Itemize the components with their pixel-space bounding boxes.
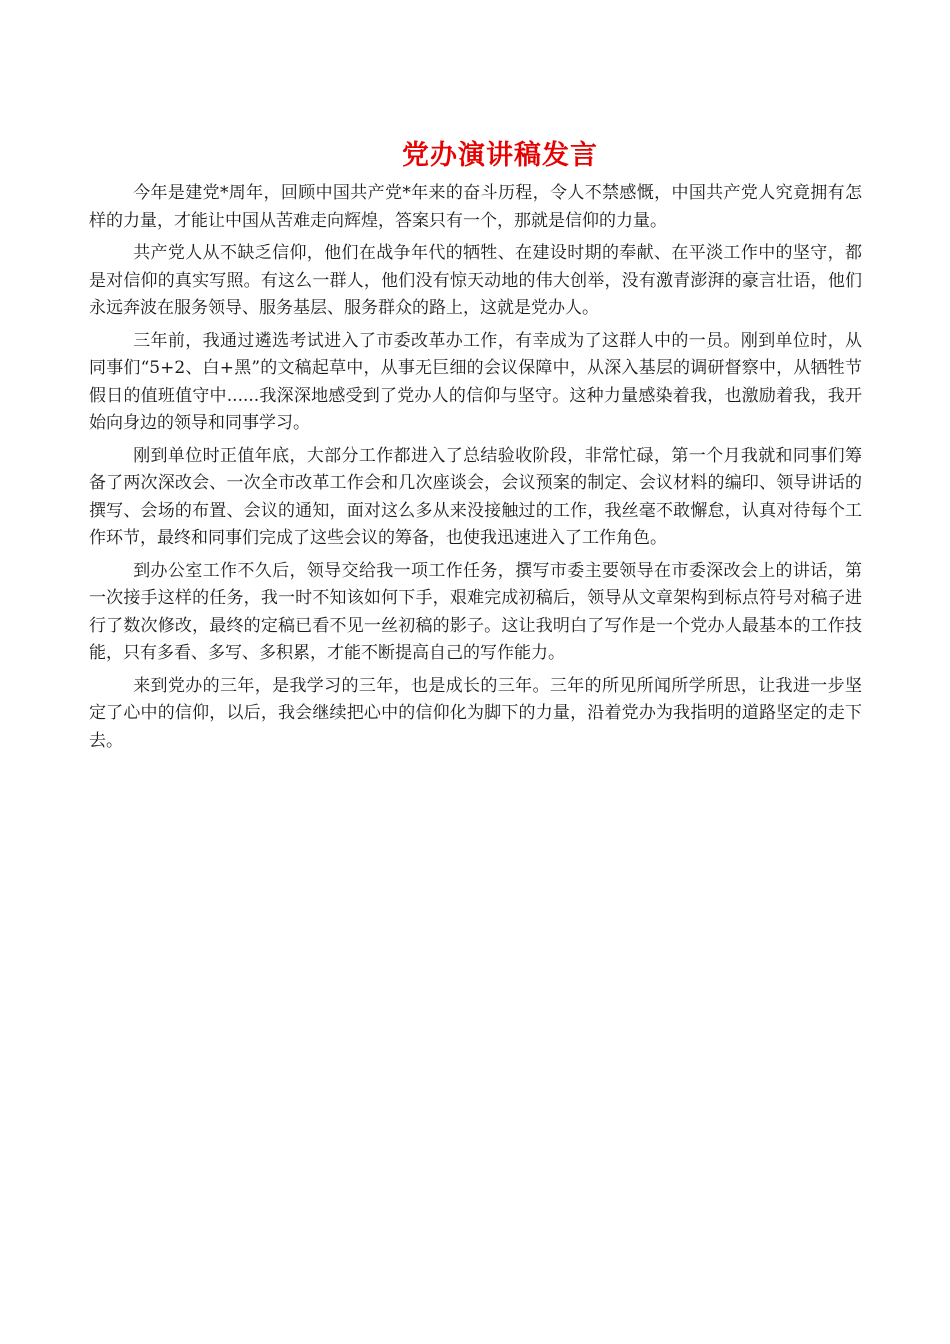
- paragraph-6: 来到党办的三年，是我学习的三年，也是成长的三年。三年的所见所闻所学所思，让我进一步坚定了心中的信仰，以后，我会继续把心中的信仰化为脚下的力量，沿着党办为我指明的道路坚定的走下去。: [89, 675, 862, 751]
- paragraph-4: 刚到单位时正值年底，大部分工作都进入了总结验收阶段，非常忙碌，第一个月我就和同事们筹备了两次深改会、一次全市改革工作会和几次座谈会，会议预案的制定、会议材料的编印、领导讲话的撰写、会场的布置、会议的通知，面对这么多从来没接触过的工作，我丝毫不敢懈怠，认真对待每个工作环节，最终和同事们完成了这些会议的筹备，也使我迅速进入了工作角色。: [89, 445, 862, 548]
- document-body: [89, 180, 862, 760]
- paragraph-1: 今年是建党*周年，回顾中国共产党*年来的奋斗历程，令人不禁感慨，中国共产党人究竟拥有怎样的力量，才能让中国从苦难走向辉煌，答案只有一个，那就是信仰的力量。: [89, 183, 862, 231]
- document-title: 党办演讲稿发言: [402, 140, 598, 171]
- paragraph-3: 三年前，我通过遴选考试进入了市委改革办工作，有幸成为了这群人中的一员。刚到单位时，从同事们“5+2、白+黑”的文稿起草中，从事无巨细的会议保障中，从深入基层的调研督察中，从牺牲节假日的值班值守中......我深深地感受到了党办人的信仰与坚守。这种力量感染着我，也激励着我，我开始向身边的领导和同事学习。: [89, 330, 862, 433]
- paragraph-2: 共产党人从不缺乏信仰，他们在战争年代的牺牲、在建设时期的奉献、在平淡工作中的坚守，都是对信仰的真实写照。有这么一群人，他们没有惊天动地的伟大创举，没有激青澎湃的豪言壮语，他们永远奔波在服务领导、服务基层、服务群众的路上，这就是党办人。: [89, 243, 862, 318]
- paragraph-5: 到办公室工作不久后，领导交给我一项工作任务，撰写市委主要领导在市委深改会上的讲话，第一次接手这样的任务，我一时不知该如何下手，艰难完成初稿后，领导从文章架构到标点符号对稿子进行了数次修改，最终的定稿已看不见一丝初稿的影子。这让我明白了写作是一个党办人最基本的工作技能，只有多看、多写、多积累，才能不断提高自己的写作能力。: [89, 560, 862, 663]
